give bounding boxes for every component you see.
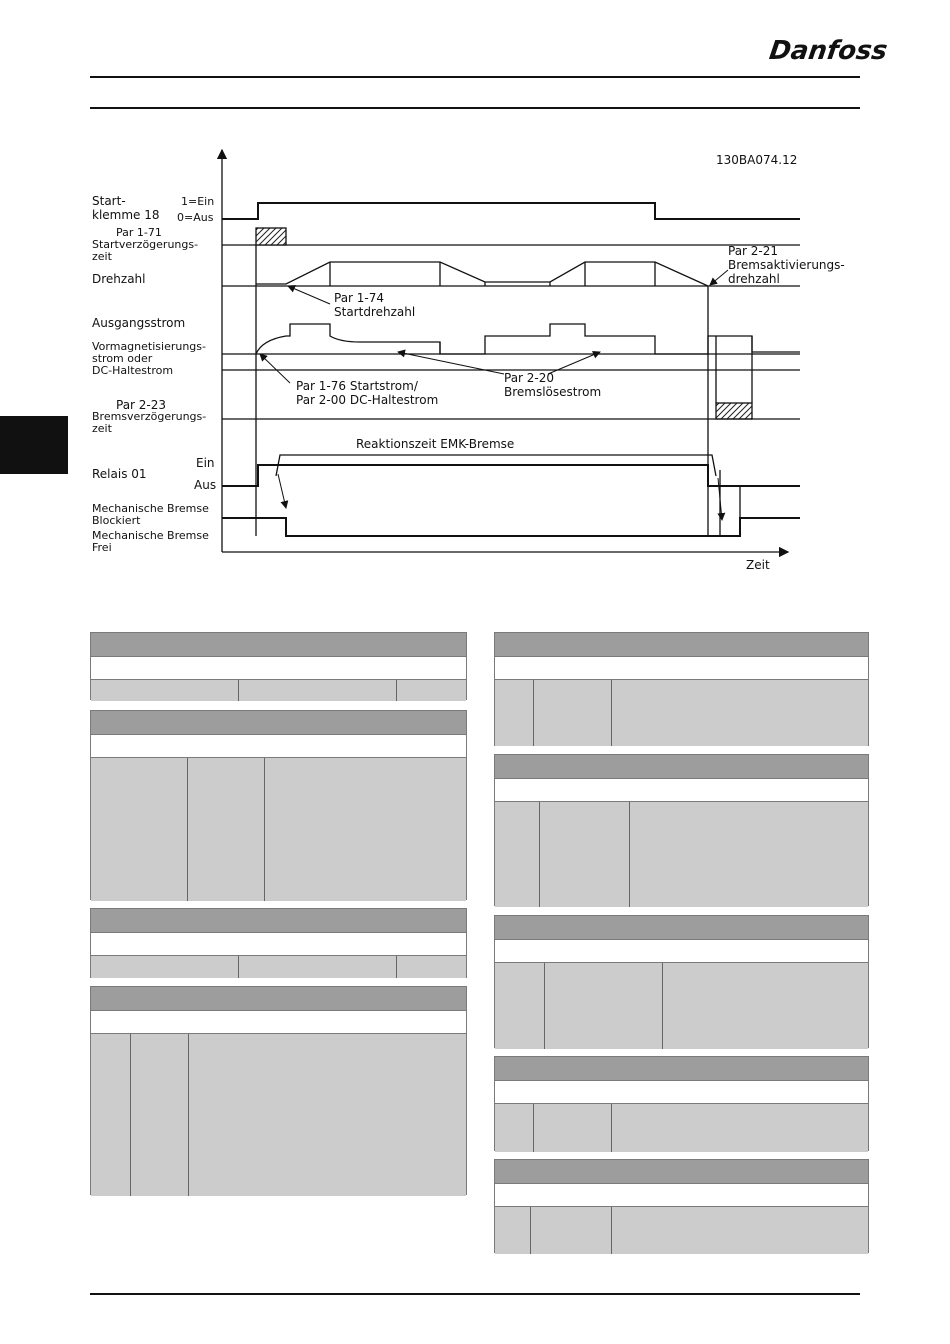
label-mech-1a: Mechanische Bremse xyxy=(92,502,209,515)
label-startdelay-1: Startverzögerungs- xyxy=(92,238,199,251)
param-box-left-4 xyxy=(90,986,467,1195)
label-vormag-1: Vormagnetisierungs- xyxy=(92,340,206,353)
label-ein-1: 1=Ein xyxy=(181,195,215,208)
label-par-2-21-c: drehzahl xyxy=(728,272,780,286)
param-box-right-1 xyxy=(494,632,869,746)
param-box-right-3 xyxy=(494,915,869,1048)
label-par-1-74-a: Par 1-74 xyxy=(334,291,385,305)
label-aus: Aus xyxy=(194,478,217,492)
brake-timing-diagram xyxy=(0,140,950,580)
header-rule-bottom xyxy=(90,107,860,109)
svg-text:Danfoss: Danfoss xyxy=(767,36,890,66)
label-relais: Relais 01 xyxy=(92,467,147,481)
label-vormag-2: strom oder xyxy=(92,352,153,365)
label-zeit: Zeit xyxy=(746,558,770,572)
label-mech-2b: Frei xyxy=(92,541,112,554)
label-drehzahl: Drehzahl xyxy=(92,272,146,286)
label-bremsverz-2: zeit xyxy=(92,422,112,435)
param-box-right-4 xyxy=(494,1056,869,1151)
label-ein: Ein xyxy=(196,456,215,470)
footer-rule xyxy=(90,1293,860,1295)
label-par-1-71: Par 1-71 xyxy=(116,226,162,239)
header-rule-top xyxy=(90,76,860,78)
label-startdelay-2: zeit xyxy=(92,250,112,263)
label-par-1-76-a: Par 1-76 Startstrom/ xyxy=(296,379,418,393)
label-start-1: Start- xyxy=(92,194,126,208)
label-vormag-3: DC-Haltestrom xyxy=(92,364,174,377)
label-par-2-20-a: Par 2-20 xyxy=(504,371,555,385)
label-par-1-76-b: Par 2-00 DC-Haltestrom xyxy=(296,393,439,407)
label-mech-1b: Blockiert xyxy=(92,514,141,527)
param-box-left-1 xyxy=(90,632,467,700)
label-bremsverz-1: Bremsverzögerungs- xyxy=(92,410,207,423)
param-box-right-2 xyxy=(494,754,869,906)
label-par-2-23: Par 2-23 xyxy=(116,398,167,412)
param-box-left-2 xyxy=(90,710,467,900)
label-reaktionszeit: Reaktionszeit EMK-Bremse xyxy=(356,437,515,451)
danfoss-logo xyxy=(767,33,890,69)
label-aus-0: 0=Aus xyxy=(177,211,214,224)
label-ausgangsstrom: Ausgangsstrom xyxy=(92,316,186,330)
param-box-right-5 xyxy=(494,1159,869,1253)
label-par-2-21-a: Par 2-21 xyxy=(728,244,779,258)
label-par-1-74-b: Startdrehzahl xyxy=(334,305,416,319)
figure-id: 130BA074.12 xyxy=(716,153,798,167)
label-start-2: klemme 18 xyxy=(92,208,160,222)
label-mech-2a: Mechanische Bremse xyxy=(92,529,209,542)
label-par-2-20-b: Bremslösestrom xyxy=(504,385,602,399)
label-par-2-21-b: Bremsaktivierungs- xyxy=(728,258,845,272)
param-box-left-3 xyxy=(90,908,467,978)
